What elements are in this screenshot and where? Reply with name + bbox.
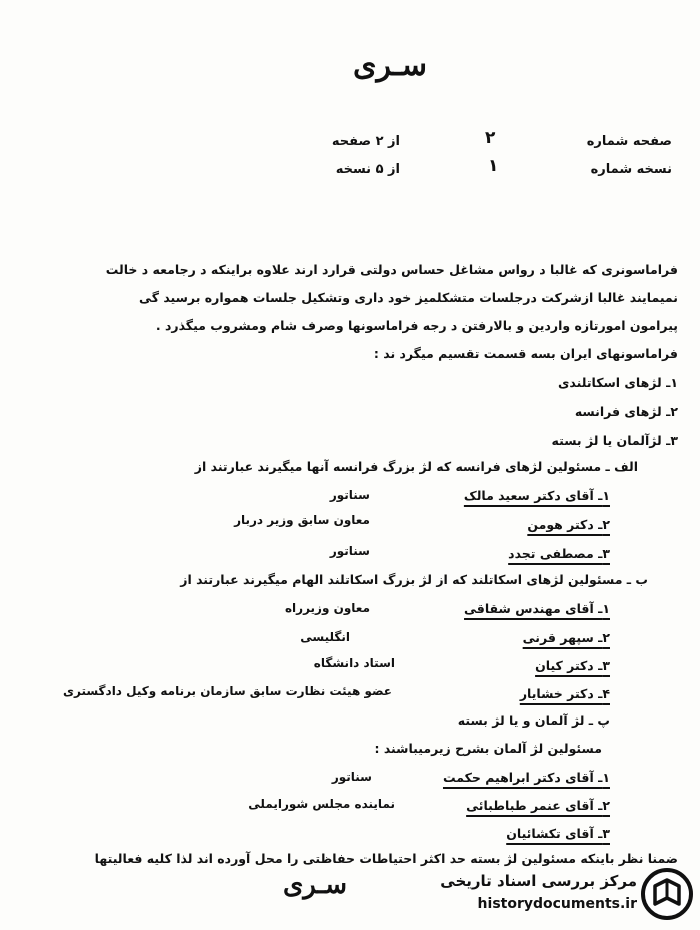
member-role: نماینده مجلس شورایملی [248, 797, 395, 811]
member-role: استاد دانشگاه [313, 656, 395, 670]
member-role: سناتور [329, 488, 370, 502]
member-name: ۲ـ دکتر هومن [527, 517, 610, 532]
category-item: ۱ـ لژهای اسکاتلندی [557, 375, 678, 390]
classification-mark-bottom: سـری [282, 870, 348, 900]
archive-logo-icon [641, 868, 693, 920]
copy-number-total: از ۵ نسخه [335, 162, 400, 177]
archive-watermark [415, 866, 697, 924]
member-role: سناتور [331, 770, 372, 784]
watermark-name: مرکز بررسی اسناد تاریخی [440, 872, 637, 890]
member-role: سناتور [329, 544, 370, 558]
closing-line: ضمنا نظر باینکه مسئولین لژ بسته حد اکثر احتیاطات حفاظتی را محل آورده اند لذا کلیه فعالیتها [94, 851, 678, 866]
section-c-heading: پ ـ لژ آلمان و یا لژ بسته [457, 713, 610, 728]
body-line-1: فراماسونری که غالبا د رواس مشاغل حساس دولتی قرارد ارند علاوه براینکه د رجامعه د خالت [105, 262, 678, 277]
member-role: عضو هیئت نظارت سابق سازمان برنامه وکیل دادگستری [62, 684, 392, 698]
member-role: انگلیسی [300, 630, 350, 644]
member-name: ۱ـ آقای دکتر ابراهیم حکمت [442, 770, 610, 785]
member-name: ۲ـ سپهر قرنی [522, 630, 610, 645]
copy-number-label: نسخه شماره [590, 162, 672, 177]
member-name: ۱ـ آقای دکتر سعید مالک [463, 488, 610, 503]
body-line-2: نمیمایند غالبا ازشرکت درجلسات متشکلمیز خود داری وتشکیل جلسات همواره برسید گی [139, 290, 678, 305]
body-line-4: فراماسونهای ایران بسه قسمت تقسیم میگرد ند : [373, 346, 678, 361]
member-name: ۱ـ آقای مهندس شقاقی [464, 601, 610, 616]
category-item: ۲ـ لژهای فرانسه [574, 404, 678, 419]
member-name: ۲ـ آقای عنمر طباطبائی [466, 798, 610, 813]
classification-mark-top: سـری [353, 48, 427, 83]
member-name: ۳ـ دکتر کیان [535, 658, 610, 673]
category-item: ۳ـ لژآلمان یا لژ بسته [551, 433, 678, 448]
member-role: معاون وزیرراه [284, 601, 370, 615]
member-name: ۳ـ آقای تکشائیان [506, 826, 610, 841]
member-name: ۴ـ دکتر خشایار [519, 686, 610, 701]
page-number-label: صفحه شماره [586, 134, 672, 149]
watermark-url: historydocuments.ir [477, 896, 637, 912]
section-a-heading: الف ـ مسئولین لژهای فرانسه که لژ بزرگ فرانسه آنها میگیرند عبارتند از [194, 459, 638, 474]
member-role: معاون سابق وزیر دربار [234, 513, 370, 527]
page-number-total: از ۲ صفحه [331, 134, 400, 149]
member-name: ۳ـ مصطفی تجدد [508, 546, 610, 561]
section-c-subheading: مسئولین لژ آلمان بشرح زیرمیباشند : [374, 741, 602, 756]
copy-number-value: ۱ [488, 156, 499, 176]
section-b-heading: ب ـ مسئولین لژهای اسکاتلند که از لژ بزرگ اسکاتلند الهام میگیرند عبارتند از [180, 572, 648, 587]
page-number-value: ۲ [485, 128, 496, 148]
body-line-3: پیرامون امورتازه واردین و بالارفتن د رجه فراماسونها وصرف شام ومشروب میگذرد . [155, 318, 678, 333]
